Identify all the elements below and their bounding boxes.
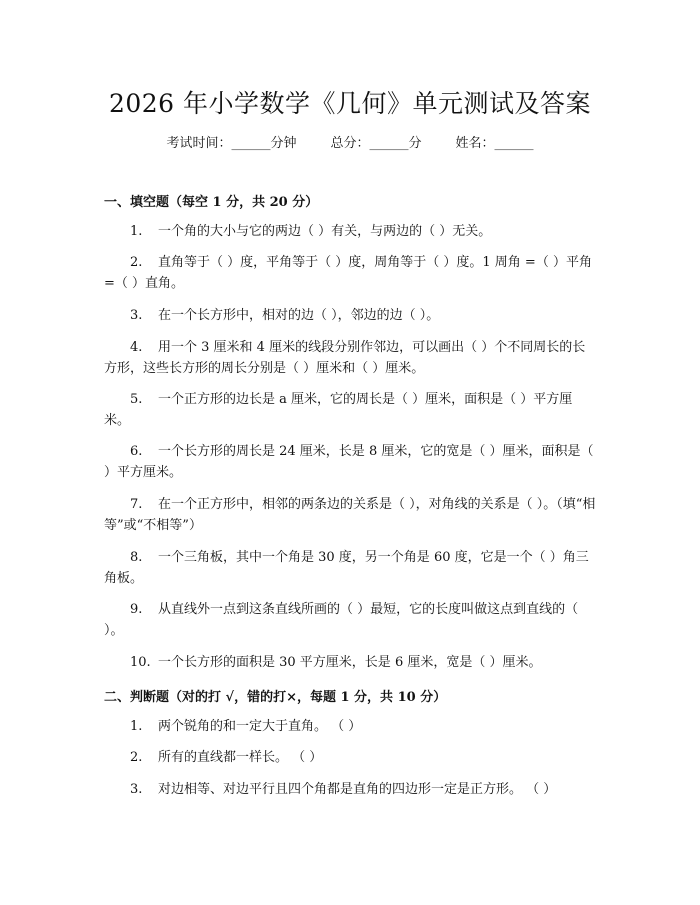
question-number: 9. xyxy=(130,602,143,617)
question-item xyxy=(104,547,598,589)
question-item xyxy=(104,716,598,737)
question-number: 8. xyxy=(130,550,143,565)
question-number: 4. xyxy=(130,340,143,355)
question-text: 一个三角板，其中一个角是 30 度，另一个角是 60 度，它是一个（ ）角三角板。 xyxy=(104,550,589,586)
exam-meta xyxy=(0,132,700,151)
question-item xyxy=(104,305,598,326)
question-item xyxy=(104,494,598,536)
question-text: 两个锐角的和一定大于直角。 （ ） xyxy=(158,719,362,734)
question-text: 一个长方形的面积是 30 平方厘米，长是 6 厘米，宽是（ ）厘米。 xyxy=(158,655,542,670)
question-item xyxy=(104,337,598,379)
question-text: 从直线外一点到这条直线所画的（ ）最短，它的长度叫做这点到直线的（ ）。 xyxy=(104,602,579,638)
question-item xyxy=(104,652,598,673)
question-text: 对边相等、对边平行且四个角都是直角的四边形一定是正方形。 （ ） xyxy=(158,782,557,797)
total-score-field: 总分：______分 xyxy=(330,136,422,151)
question-text: 用一个 3 厘米和 4 厘米的线段分别作邻边，可以画出（ ）个不同周长的长方形，这些长方形的周长分别是（ ）厘米和（ ）厘米。 xyxy=(104,340,586,376)
question-number: 1. xyxy=(130,719,143,734)
question-item xyxy=(104,221,598,242)
question-item xyxy=(104,747,598,768)
question-number: 6. xyxy=(130,444,143,459)
question-text: 一个长方形的周长是 24 厘米，长是 8 厘米，它的宽是（ ）厘米，面积是（ ）平方厘米。 xyxy=(104,444,594,480)
question-number: 3. xyxy=(130,782,143,797)
question-number: 5. xyxy=(130,392,143,407)
student-name-field: 姓名：______ xyxy=(455,136,534,151)
question-text: 所有的直线都一样长。 （ ） xyxy=(158,750,323,765)
section-heading-fill-blank: 一、填空题（每空 1 分，共 20 分） xyxy=(104,195,319,210)
question-item xyxy=(104,389,598,431)
question-text: 一个正方形的边长是 a 厘米，它的周长是（ ）厘米，面积是（ ）平方厘米。 xyxy=(104,392,573,428)
question-number: 2. xyxy=(130,750,143,765)
section-heading-true-false: 二、判断题（对的打 √，错的打×，每题 1 分，共 10 分） xyxy=(104,690,447,705)
question-number: 10. xyxy=(130,655,151,670)
question-item xyxy=(104,252,598,294)
question-item xyxy=(104,441,598,483)
question-item xyxy=(104,779,598,800)
question-text: 在一个长方形中，相对的边（ ），邻边的边（ ）。 xyxy=(158,308,440,323)
question-number: 2. xyxy=(130,255,143,270)
exam-time-field: 考试时间：______分钟 xyxy=(166,136,297,151)
question-number: 3. xyxy=(130,308,143,323)
question-text: 在一个正方形中，相邻的两条边的关系是（ ），对角线的关系是（ ）。（填“相等”或“不相等”） xyxy=(104,497,596,533)
question-item xyxy=(104,599,598,641)
question-text: 直角等于（ ）度，平角等于（ ）度，周角等于（ ）度。1 周角 =（ ）平角 =（ ）直角。 xyxy=(104,255,592,291)
question-number: 1. xyxy=(130,224,143,239)
question-text: 一个角的大小与它的两边（ ）有关，与两边的（ ）无关。 xyxy=(158,224,492,239)
question-number: 7. xyxy=(130,497,143,512)
page-title: 2026 年小学数学《几何》单元测试及答案 xyxy=(108,89,592,118)
